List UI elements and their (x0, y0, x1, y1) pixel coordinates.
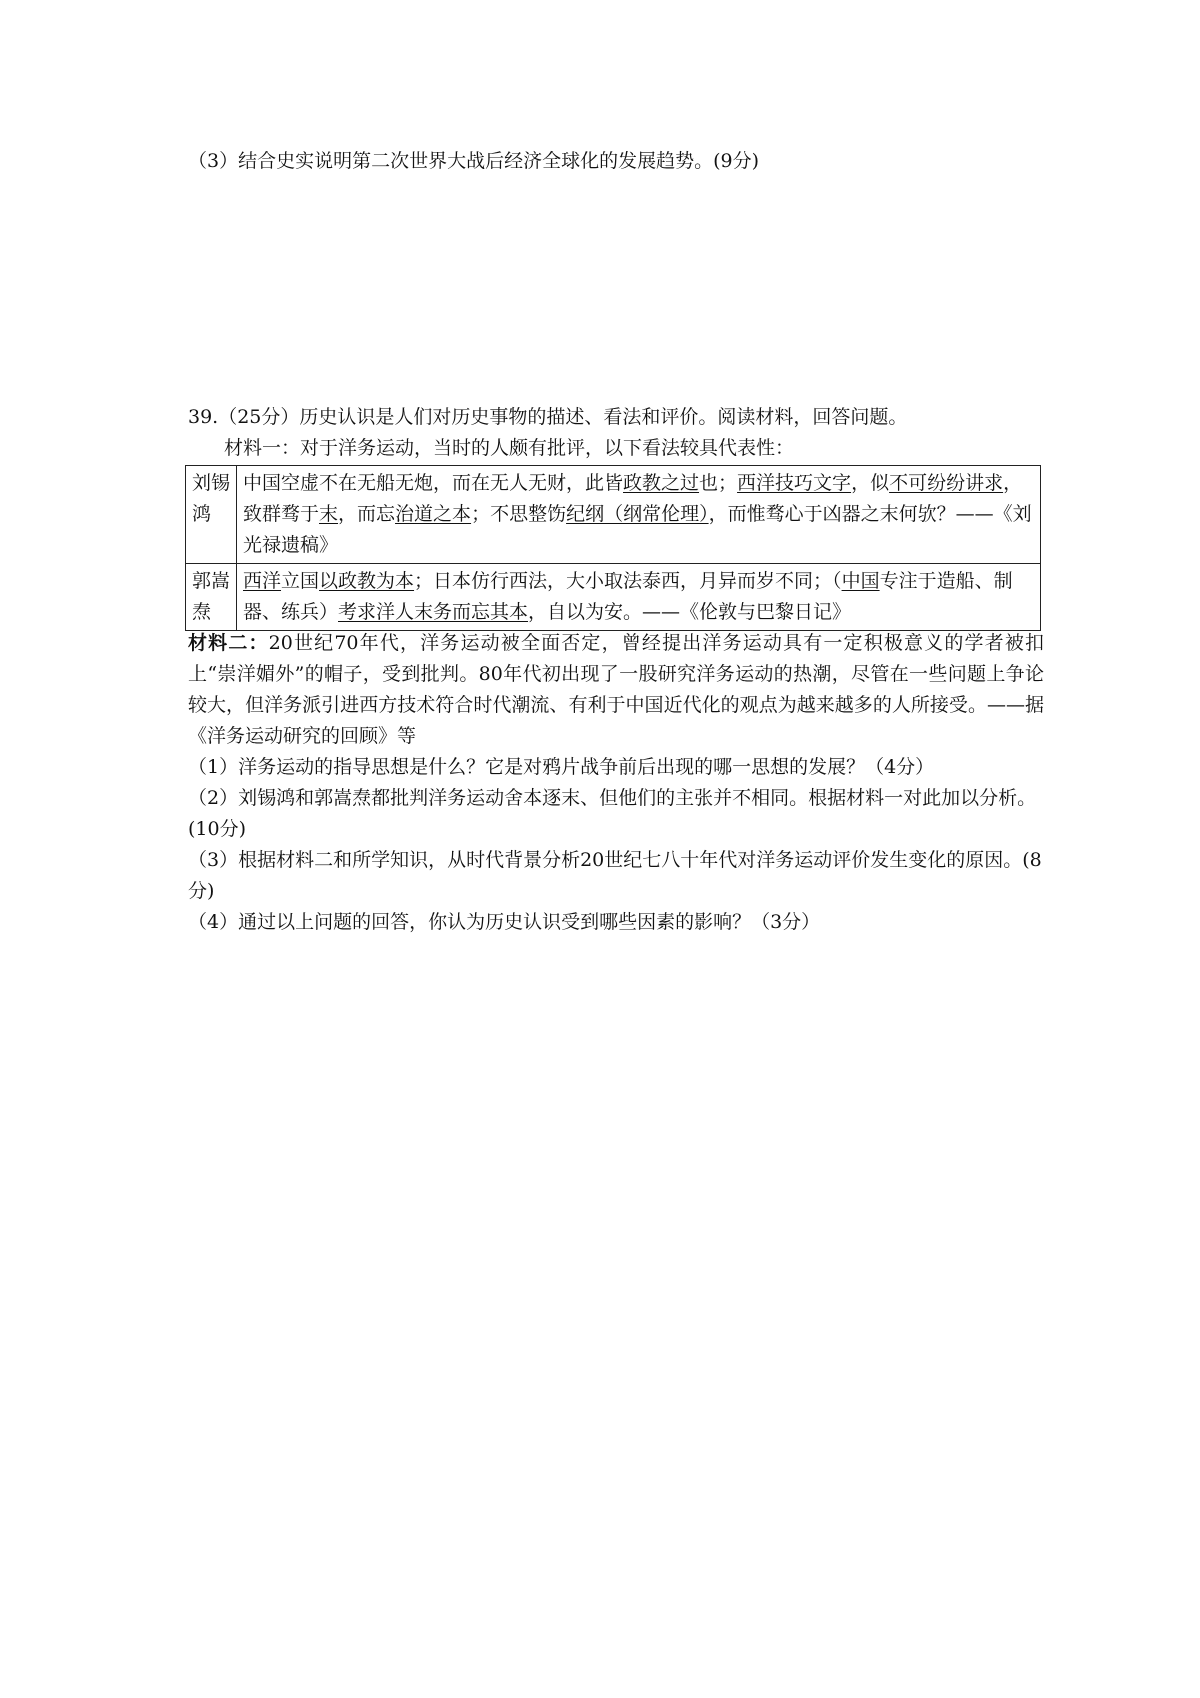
quote-text: ，致群骛于 (243, 472, 1023, 525)
quote-text: 专注于造船、制器、练兵） (243, 570, 1013, 623)
quote-text: ，而忘 (338, 503, 396, 525)
quote-cell (237, 564, 1041, 631)
underlined-phrase: 考求洋人末务而忘其本 (338, 601, 529, 623)
sub-question-2: （2）刘锡鸿和郭嵩焘都批判洋务运动舍本逐末、但他们的主张并不相同。根据材料一对此加以分析。(10分) (188, 787, 1037, 840)
quote-cell (237, 466, 1041, 564)
person-name: 郭嵩焘 (186, 564, 237, 631)
quote-text: ，似 (851, 472, 890, 494)
sub-question-4: （4）通过以上问题的回答，你认为历史认识受到哪些因素的影响？（3分） (188, 911, 821, 933)
underlined-phrase: 中国 (841, 570, 880, 592)
person-name: 刘锡鸿 (186, 466, 237, 564)
underlined-phrase: 治道之本 (395, 503, 472, 525)
underlined-phrase: 以政教为本 (319, 570, 415, 592)
table-row (186, 466, 1041, 564)
underlined-phrase: 政教之过 (623, 472, 700, 494)
sub-question-3: （3）根据材料二和所学知识，从时代背景分析20世纪七八十年代对洋务运动评价发生变化的原因。(8分) (188, 849, 1042, 902)
underlined-phrase: 末 (319, 503, 339, 525)
quote-text: ，自以为安。——《伦敦与巴黎日记》 (528, 601, 852, 623)
quote-text: 立国 (281, 570, 320, 592)
question-3-prev: （3）结合史实说明第二次世界大战后经济全球化的发展趋势。(9分) (188, 150, 760, 172)
quote-text: ，而惟骛心于凶器之末何欤？——《刘光禄遗稿》 (243, 503, 1032, 556)
underlined-phrase: 西洋 (243, 570, 282, 592)
underlined-phrase: 西洋技巧文字 (737, 472, 852, 494)
material-2-text: 20世纪70年代，洋务运动被全面否定，曾经提出洋务运动具有一定积极意义的学者被扣上“崇洋媚外”的帽子，受到批判。80年代初出现了一股研究洋务运动的热潮，尽管在一些问题上争论较大，但洋务派引进西方技术符合时代潮流、有利于中国近代化的观点为越来越多的人所接受。——据《洋务运动研究的回顾》等 (188, 632, 1044, 747)
quote-text: 中国空虚不在无船无炮，而在无人无财，此皆 (243, 472, 624, 494)
quote-text: ；不思整饬 (471, 503, 567, 525)
underlined-phrase: 不可纷纷讲求 (889, 472, 1004, 494)
sub-question-1: （1）洋务运动的指导思想是什么？它是对鸦片战争前后出现的哪一思想的发展？（4分） (188, 756, 935, 778)
material-2-label: 材料二： (188, 632, 269, 654)
underlined-phrase: 纪纲（纲常伦理） (566, 503, 709, 525)
quote-text: 也； (699, 472, 738, 494)
question-39-stem: 39.（25分）历史认识是人们对历史事物的描述、看法和评价。阅读材料，回答问题。 (188, 406, 908, 428)
material-1-intro: 材料一：对于洋务运动，当时的人颇有批评，以下看法较具代表性： (224, 437, 795, 459)
material-2 (188, 628, 1044, 752)
quote-text: ；日本仿行西法，大小取法泰西，月异而岁不同；（ (414, 570, 842, 592)
table-row (186, 564, 1041, 631)
material-1-table (185, 465, 1041, 631)
